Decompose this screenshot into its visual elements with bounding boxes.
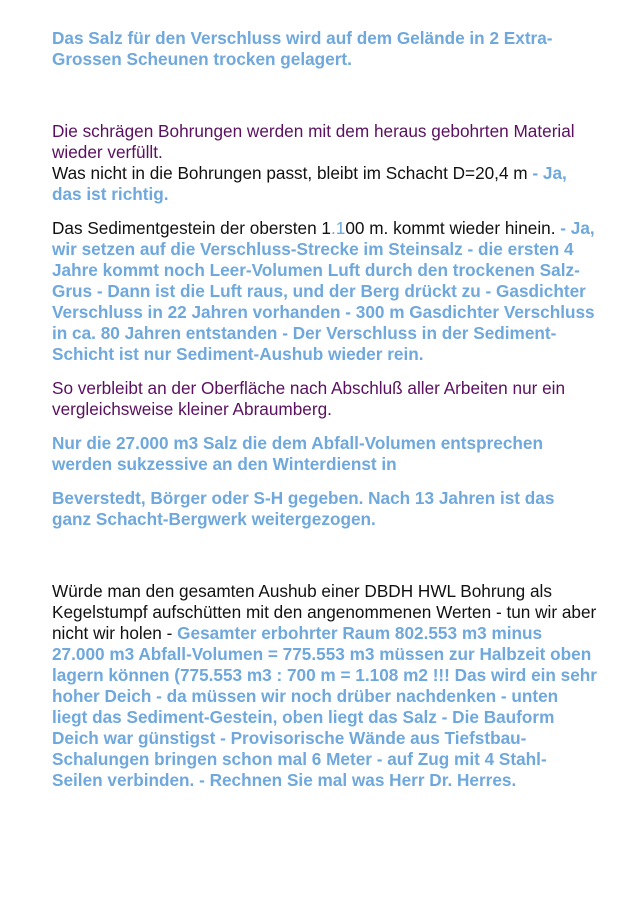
sediment-text-a: Das Sedimentgestein der obersten 1 (52, 218, 331, 238)
sediment-text-b: 00 m. kommt wieder hinein. (345, 218, 561, 238)
sediment-text-highlight: .1 (331, 218, 346, 238)
paragraph-spoil-heap: So verbleibt an der Oberfläche nach Abschluß aller Arbeiten nur ein vergleichsweise kleiner Abraumberg. (52, 378, 566, 419)
paragraph-sediment-rock (52, 218, 597, 365)
truncated-cone-answer: Gesamter erbohrter Raum 802.553 m3 minus 27.000 m3 Abfall-Volumen = 775.553 m3 müssen zur Halbzeit oben lagern können (775.553 m3 : 700 m = 1.108 m2 !!! Das wird ein sehr hoher Deich - da müssen wir noch drüber nachdenken - unten liegt das Sediment-Gestein, oben liegt das Salz - Die Bauform Deich war günstigst - Provisorische Wände aus Tiefstbau-Schalungen bringen schon mal 6 Meter - auf Zug mit 4 Stahl-Seilen verbinden. - Rechnen Sie mal was Herr Dr. Herres. (52, 623, 597, 790)
paragraph-shaft-remainder (52, 163, 597, 205)
paragraph-salt-storage: Das Salz für den Verschluss wird auf dem Gelände in 2 Extra-Grossen Scheunen trocken gelagert. (52, 28, 553, 69)
paragraph-inclined-boreholes: Die schrägen Bohrungen werden mit dem heraus gebohrten Material wieder verfüllt. (52, 121, 575, 162)
paragraph-truncated-cone (52, 581, 597, 791)
truncated-cone-text: Würde man den gesamten Aushub einer DBDH HWL Bohrung als Kegelstumpf aufschütten mit den angenommenen Werten - tun wir aber nicht wir holen - (52, 581, 597, 643)
document-page (52, 28, 597, 791)
paragraph-locations: Beverstedt, Börger oder S-H gegeben. Nach 13 Jahren ist das ganz Schacht-Bergwerk weitergezogen. (52, 488, 555, 529)
paragraph-winter-service: Nur die 27.000 m3 Salz die dem Abfall-Volumen entsprechen werden sukzessive an den Winterdienst in (52, 433, 543, 474)
sediment-answer: - Ja, wir setzen auf die Verschluss-Strecke im Steinsalz - die ersten 4 Jahre kommt noch Leer-Volumen Luft durch den trockenen Salz-Grus - Dann ist die Luft raus, und der Berg drückt zu - Gasdichter Verschluss in 22 Jahren vorhanden - 300 m Gasdichter Verschluss in ca. 80 Jahren entstanden - Der Verschluss in der Sediment-Schicht ist nur Sediment-Aushub wieder rein. (52, 218, 595, 364)
shaft-remainder-answer: - Ja, das ist richtig. (52, 163, 567, 204)
shaft-remainder-text: Was nicht in die Bohrungen passt, bleibt im Schacht D=20,4 m (52, 163, 533, 183)
